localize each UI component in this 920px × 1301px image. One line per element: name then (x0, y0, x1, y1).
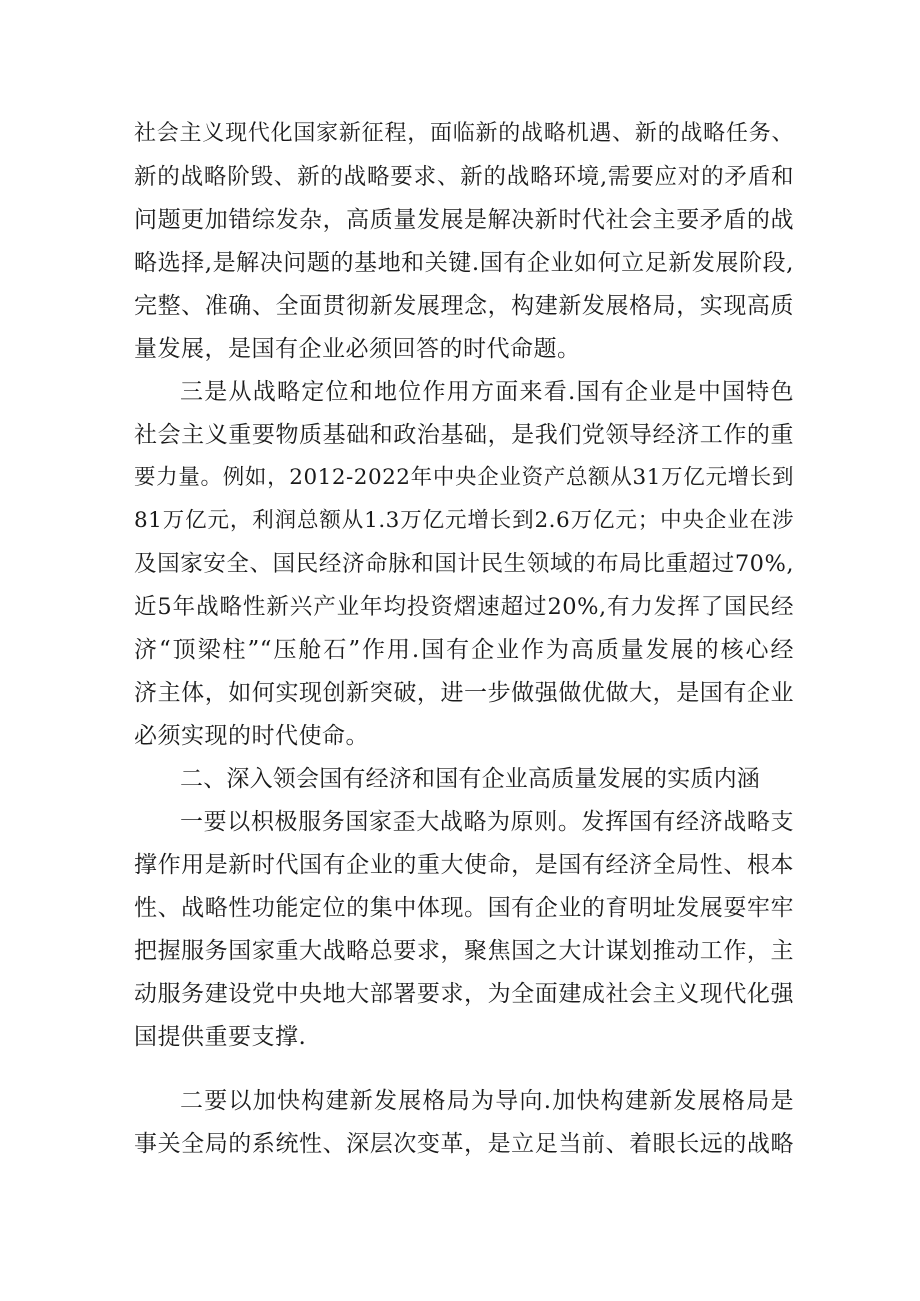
paragraph-line: 及国家安全、国民经济命脉和国计民生领域的布局比重超过70%, (134, 551, 794, 577)
paragraph-line: 社会主义现代化国家新征程，面临新的战略机遇、新的战略任务、 (134, 121, 794, 146)
paragraph-line: 一要以枳极服务国家歪大战略为原则。发挥国有经济战略支 (180, 809, 794, 835)
paragraph-line: 完整、准确、全面贯彻新发展理念，构建新发展格局，实现高质 (134, 293, 794, 319)
paragraph-line: 近5年战略性新兴产业年均投资熠速超过20%,有力发挥了国民经 (134, 594, 794, 620)
paragraph-line: 量发展，是国有企业必须回答的时代命题。 (134, 336, 581, 362)
paragraph-line: 要力量。例如，2012-2022年中央企业资产总额从31万亿元增长到 (134, 465, 794, 490)
paragraph-line: 国提供重要支撑. (134, 1024, 307, 1050)
paragraph-line: 把握服务国家重大战略总要求，聚焦国之大计谋划推动工作，主 (134, 938, 794, 964)
paragraph-line: 撑作用是新时代国有企业的重大使命，是国有经济全局性、根本 (134, 852, 794, 878)
paragraph-line: 略选择,是解决问题的基地和关键.国有企业如何立足新发展阶段, (134, 250, 794, 276)
paragraph-line: 问题更加错综发杂，高质量发展是解决新时代社会主要矛盾的战 (134, 207, 794, 233)
paragraph-line: 性、战略性功能定位的集中体现。国有企业的育明址发展耍牢牢 (134, 895, 794, 921)
paragraph-line: 81万亿元，利润总额从1.3万亿元增长到2.6万亿元；中央企业在涉 (134, 508, 794, 533)
paragraph-line: 事关全局的系统性、深层次变革，是立足当前、着眼长远的战略 (134, 1131, 794, 1157)
paragraph-line: 社会主义重要物质基础和政治基础，是我们党领导经济工作的重 (134, 422, 794, 448)
paragraph-line: 济“顶梁柱”“压舱石”作用.国有企业作为高质量发展的核心经 (134, 637, 794, 663)
paragraph-line: 二要以加快构建新发展格局为导向.加快构建新发展格局是 (180, 1088, 794, 1114)
section-heading: 二、深入领会国有经济和国有企业高质量发展的实质内涵 (180, 766, 760, 792)
paragraph-line: 济主体，如何实现创新突破，进一步做强做优做大，是国有企业 (134, 680, 794, 706)
paragraph-line: 动服务建设党中央地大部署要求，为全面建成社会主义现代化强 (134, 981, 794, 1007)
paragraph-line: 新的战略阶毁、新的战略要求、新的战略环境,需要应对的矛盾和 (134, 164, 794, 190)
paragraph-line: 三是从战略定位和地位作用方面来看.国有企业是中国特色 (180, 379, 794, 405)
paragraph-line: 必须实现的时代使命。 (134, 723, 369, 749)
